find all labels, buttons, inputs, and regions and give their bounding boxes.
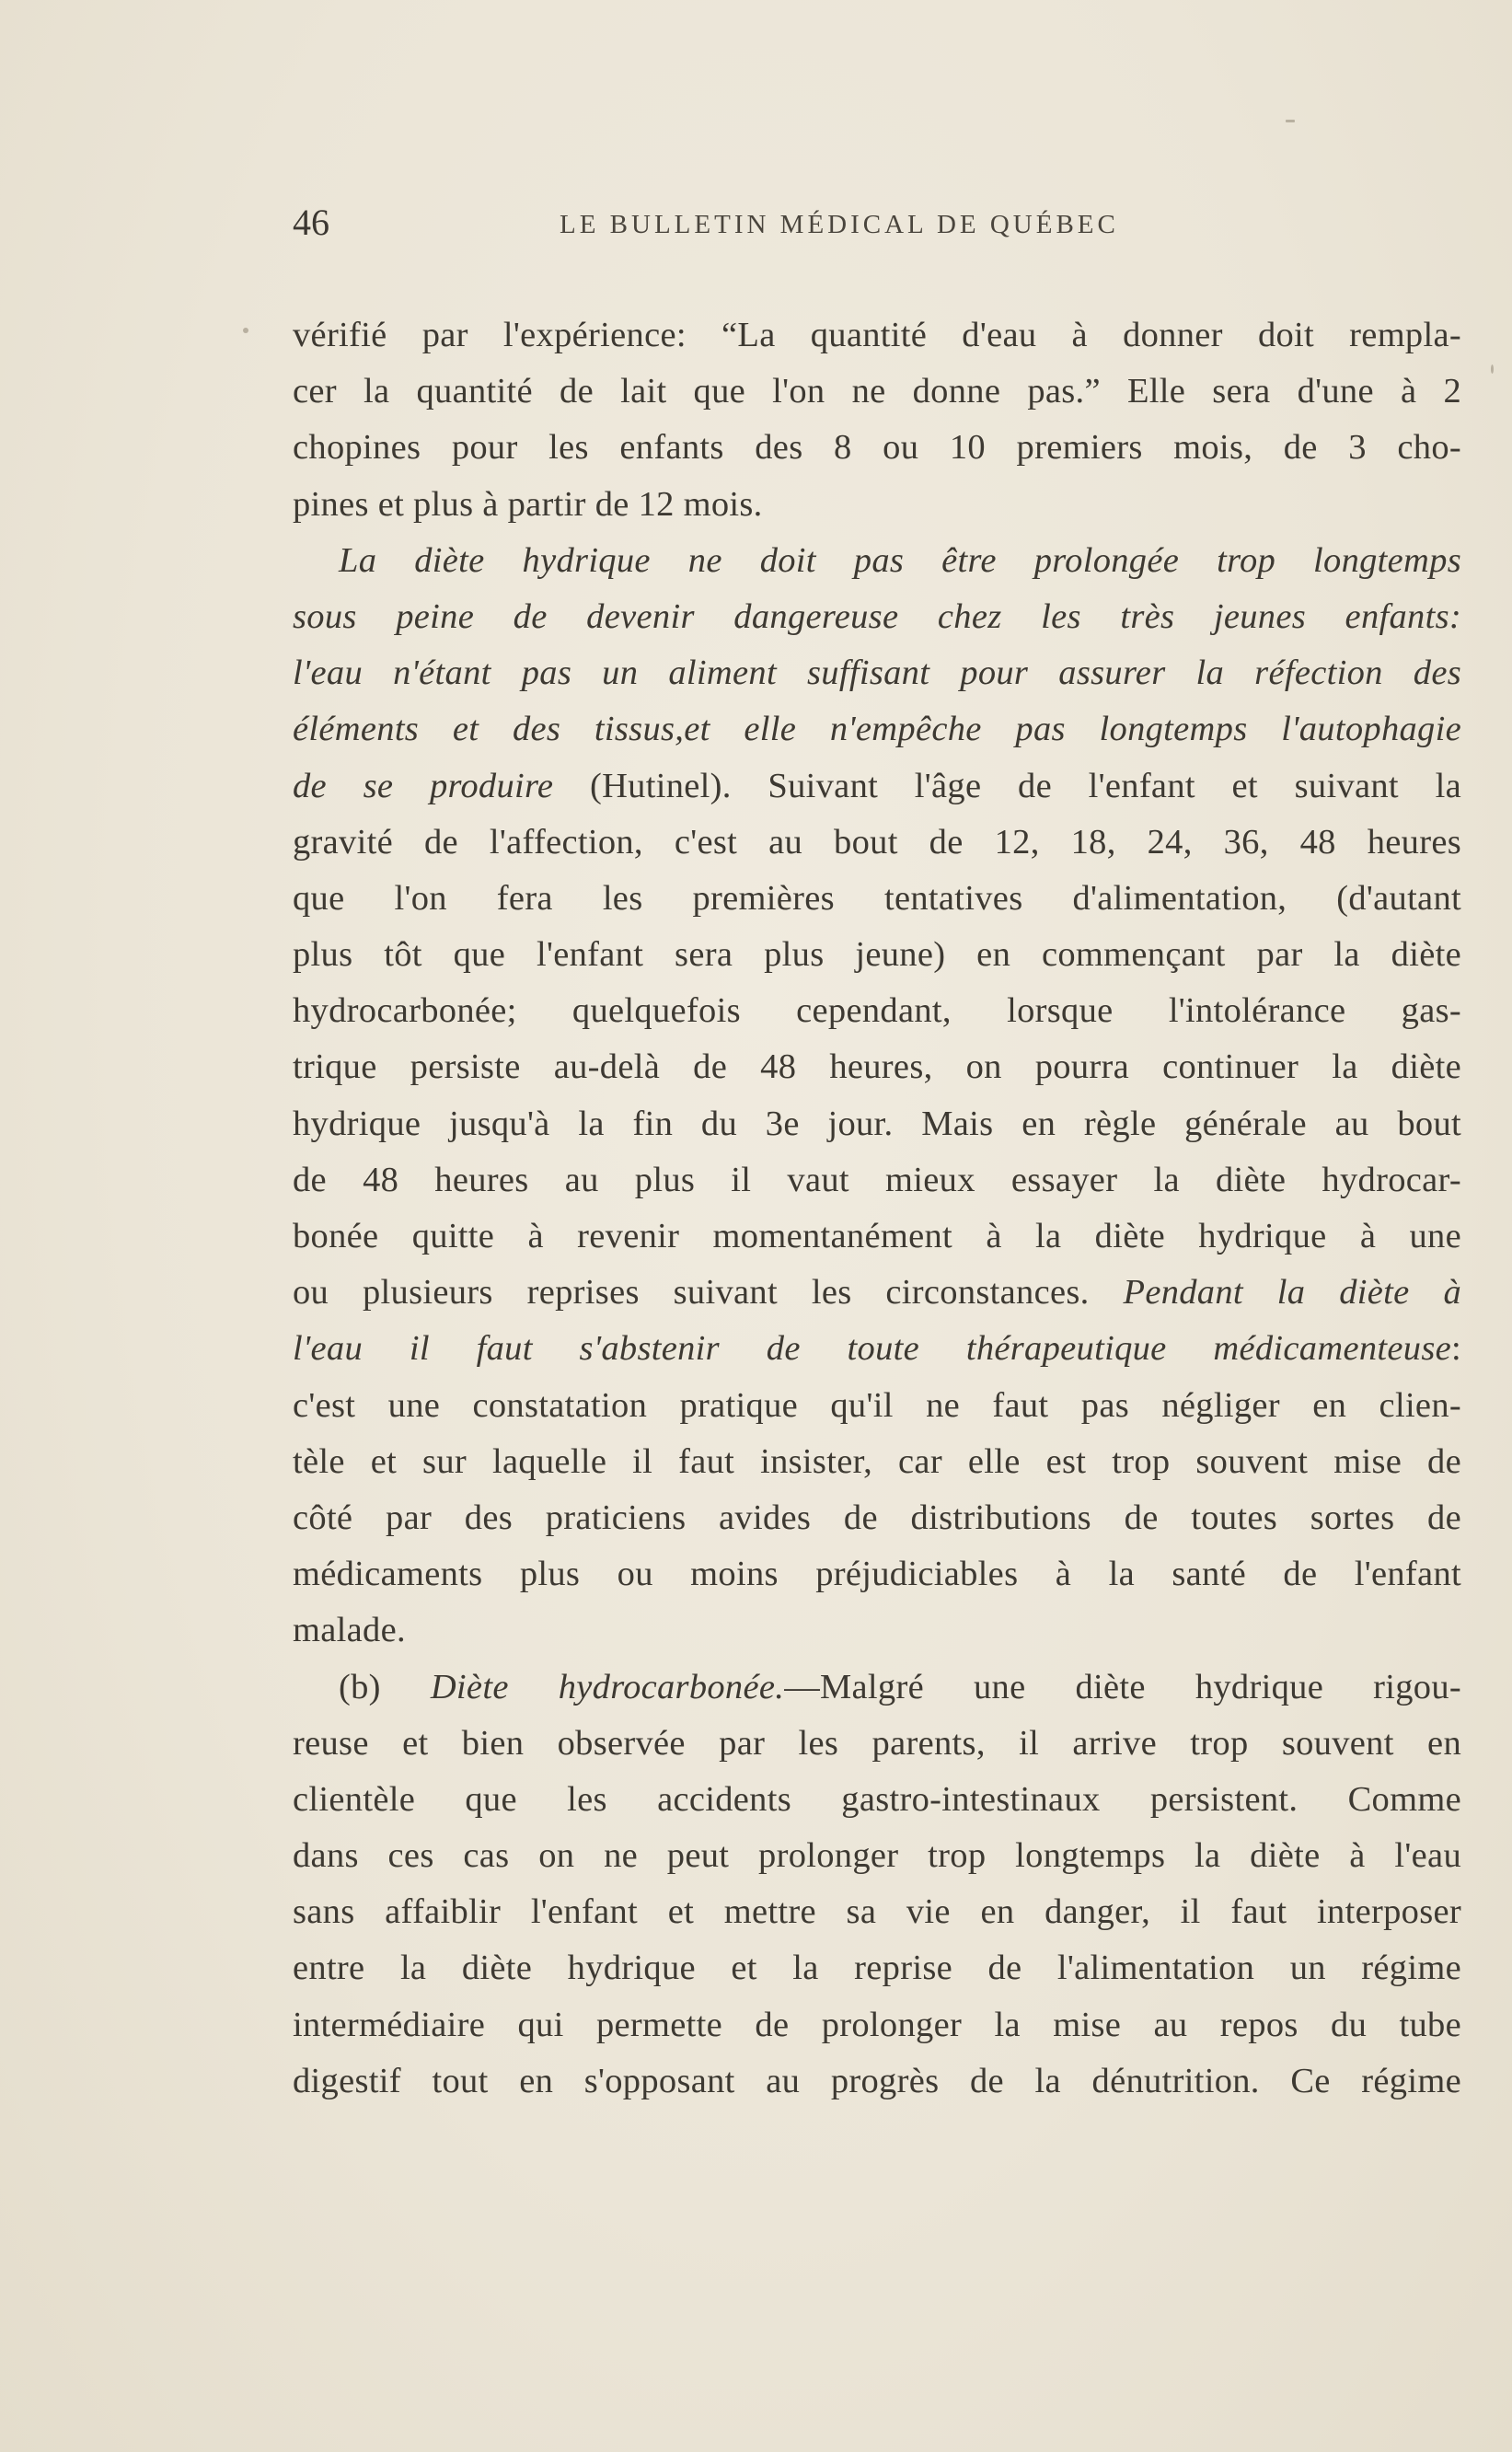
text-line xyxy=(293,1265,1461,1321)
text-line: entre la diète hydrique et la reprise de l'alimentation un régime xyxy=(293,1949,1461,1988)
paper-speck xyxy=(1491,364,1494,374)
italic-fragment: de se produire xyxy=(293,766,554,805)
text-line-italic: sous peine de devenir dangereuse chez les très jeunes enfants: xyxy=(293,596,1461,636)
text-line: dans ces cas on ne peut prolonger trop longtemps la diète à l'eau xyxy=(293,1836,1461,1876)
text-line-italic: éléments et des tissus,et elle n'empêche pas longtemps l'autophagie xyxy=(293,710,1461,749)
text-fragment: —Malgré une diète hydrique rigou- xyxy=(784,1667,1461,1706)
text-line: tèle et sur laquelle il faut insister, car elle est trop souvent mise de xyxy=(293,1441,1461,1481)
italic-fragment: l'eau il faut s'abstenir de toute thérapeutique médicamenteuse xyxy=(293,1329,1451,1369)
text-line-italic: La diète hydrique ne doit pas être prolongée trop longtemps xyxy=(339,540,1461,580)
body-text xyxy=(293,307,1461,2110)
text-line: digestif tout en s'opposant au progrès de la dénutrition. Ce régime xyxy=(293,2061,1461,2100)
text-line: que l'on fera les premières tentatives d'alimentation, (d'autant xyxy=(293,878,1461,918)
text-line: hydrocarbonée; quelquefois cependant, lorsque l'intolérance gas- xyxy=(293,991,1461,1031)
text-line: pines et plus à partir de 12 mois. xyxy=(293,484,763,524)
paper-speck xyxy=(243,328,248,333)
text-line: bonée quitte à revenir momentanément à la diète hydrique à une xyxy=(293,1217,1461,1255)
text-line: malade. xyxy=(293,1611,406,1650)
running-head: LE BULLETIN MÉDICAL DE QUÉBEC xyxy=(560,210,1119,239)
text-line xyxy=(293,1660,1461,1716)
text-line: cer la quantité de lait que l'on ne donne pas.” Elle sera d'une à 2 xyxy=(293,372,1461,411)
text-line: plus tôt que l'enfant sera plus jeune) en commençant par la diète xyxy=(293,935,1461,975)
text-line: hydrique jusqu'à la fin du 3e jour. Mais en règle générale au bout xyxy=(293,1104,1461,1143)
italic-fragment: Pendant la diète à xyxy=(1123,1273,1461,1313)
text-fragment: ou plusieurs reprises suivant les circonstances. xyxy=(293,1273,1124,1313)
paper-speck xyxy=(1286,120,1295,122)
text-line: médicaments plus ou moins préjudiciables à la santé de l'enfant xyxy=(293,1555,1461,1594)
italic-fragment: Diète hydrocarbonée. xyxy=(430,1667,785,1706)
text-line: sans affaiblir l'enfant et mettre sa vie en danger, il faut interposer xyxy=(293,1892,1461,1932)
text-line: vérifié par l'expérience: “La quantité d'eau à donner doit rempla- xyxy=(293,316,1461,354)
text-line: de 48 heures au plus il vaut mieux essayer la diète hydrocar- xyxy=(293,1160,1461,1199)
text-fragment: (b) xyxy=(339,1667,431,1706)
text-line: côté par des praticiens avides de distributions de toutes sortes de xyxy=(293,1498,1461,1537)
text-line xyxy=(293,758,1461,815)
text-line: clientèle que les accidents gastro-intestinaux persistent. Comme xyxy=(293,1779,1461,1819)
text-line: intermédiaire qui permette de prolonger la mise au repos du tube xyxy=(293,2005,1461,2044)
text-line: trique persiste au-delà de 48 heures, on pourra continuer la diète xyxy=(293,1047,1461,1087)
text-fragment: (Hutinel). Suivant l'âge de l'enfant et suivant la xyxy=(553,766,1461,805)
text-fragment: : xyxy=(1451,1329,1461,1369)
text-line: reuse et bien observée par les parents, il arrive trop souvent en xyxy=(293,1723,1461,1763)
text-line-italic: l'eau n'étant pas un aliment suffisant pour assurer la réfection des xyxy=(293,653,1461,693)
text-line: c'est une constatation pratique qu'il ne faut pas négliger en clien- xyxy=(293,1385,1461,1425)
text-line xyxy=(293,1321,1461,1377)
page-header xyxy=(293,201,1213,256)
page-number: 46 xyxy=(293,202,329,243)
text-line: chopines pour les enfants des 8 ou 10 premiers mois, de 3 cho- xyxy=(293,428,1461,468)
text-line: gravité de l'affection, c'est au bout de 12, 18, 24, 36, 48 heures xyxy=(293,822,1461,862)
